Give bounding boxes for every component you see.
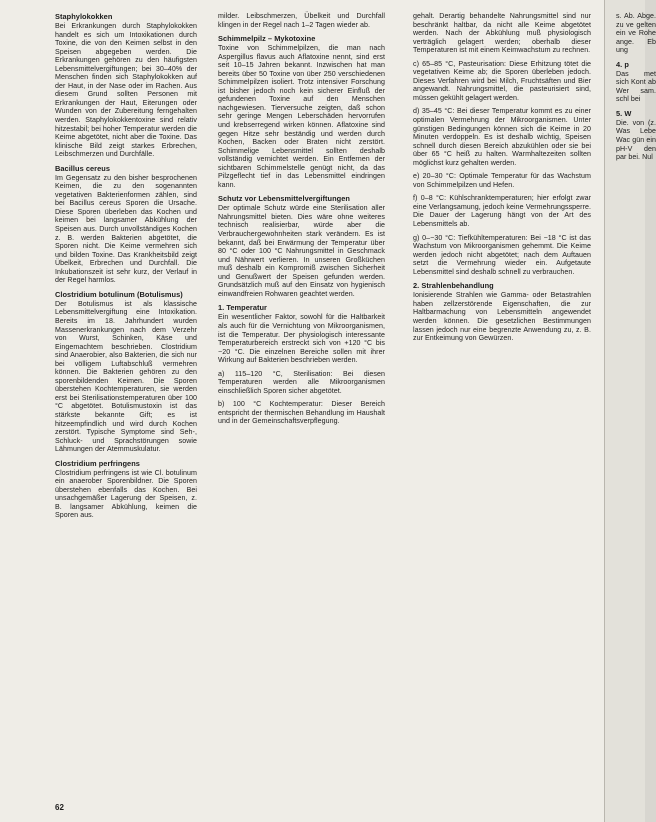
paragraph: Das met sich Kont ab Wer sam. schl bei bbox=[616, 69, 656, 104]
paragraph: d) 35–45 °C: Bei dieser Temperatur kommt es zu einer optimalen Vermehrung der Mikroorganismen. Unter günstigen Bedingungen können sich die Keime in 20 Minuten verdoppeln. Es ist deshalb wichtig, Speisen schnell durch diesen Bereich abzukühlen oder sie bei über 65 °C heiß zu halten. Warmhaltezeiten sollten möglichst kurz gehalten werden. bbox=[413, 107, 591, 167]
paragraph: b) 100 °C Kochtemperatur: Dieser Bereich entspricht der thermischen Behandlung im Haushalt und in der Gemeinschaftsverpflegung. bbox=[218, 400, 385, 426]
section-heading: 5. W bbox=[616, 108, 632, 118]
paragraph: f) 0–8 °C: Kühlschranktemperaturen; hier erfolgt zwar eine Verlangsamung, jedoch keine Vermehrungssperre. Die Dauer der Lagerung hängt von der Art des Lebensmittels ab. bbox=[413, 194, 591, 229]
paragraph: Toxine von Schimmelpilzen, die man nach Aspergillus flavus auch Aflatoxine nennt, sind erst seit 10–15 Jahren bekannt. Inzwischen hat man bereits über 50 Toxine von über 250 verschiedenen Schimmelpilzen isoliert. Trotz intensiver Forschung ist bisher jedoch noch kein sicherer Einfluß der gefundenen Toxine auf den Menschen nachgewiesen. Tierversuche zeigten, daß schon sehr geringe Mengen Leberschäden hervorrufen und krebserregend wirken können. Aflatoxine sind gegen Hitze sehr beständig und werden durch Kochen, Backen oder Braten nicht zerstört. Schimmelige Lebensmittel sollten deshalb vollständig vernichtet werden. Ein Entfernen der sichtbaren Schimmelstelle genügt nicht, da das Pilzgeflecht tief in das Lebensmittel eindringen kann. bbox=[218, 44, 385, 189]
paragraph: Der optimale Schutz würde eine Sterilisation aller Nahrungsmittel bieten. Dies wäre ohne weiteres technisch realisierbar, würde aber die Verbrauchergewohnheiten stark verändern. Es ist bekannt, daß bei Erwärmung der Temperatur über 80 °C oder 100 °C Nahrungsmittel in Geschmack und Nährwert verlieren. In unseren Großküchen muß deshalb ein Kompromiß zwischen Sicherheit und Genußwert der Speisen gefunden werden. Grundsätzlich muß auf den Einsatz von hygienisch einwandfreien Rohwaren geachtet werden. bbox=[218, 204, 385, 298]
section-heading: 4. p bbox=[616, 59, 629, 69]
section-heading: Schutz vor Lebensmittelvergiftungen bbox=[218, 194, 350, 204]
section-heading: 1. Temperatur bbox=[218, 303, 267, 313]
paragraph: Clostridium perfringens ist wie Cl. botulinum ein anaerober Sporenbildner. Die Sporen überstehen ebenfalls das Kochen. Bei unsachgemäßer Lagerung der Speisen, z. B. langsamer Abkühlung, keimen die Sporen aus. bbox=[55, 468, 197, 520]
page-number: 62 bbox=[55, 803, 64, 812]
text-column-1 bbox=[55, 12, 197, 525]
paragraph: Ein wesentlicher Faktor, sowohl für die Haltbarkeit als auch für die Vernichtung von Mikroorganismen, ist die Temperatur. Der physiologisch interessante Temperaturbereich erstreckt sich von +120 °C bis −20 °C. Die einzelnen Bereiche sollen mit ihrer Wirkung auf Bakterien beschrieben werden. bbox=[218, 313, 385, 365]
text-column-3 bbox=[413, 12, 591, 348]
section-heading: 2. Strahlenbehandlung bbox=[413, 281, 494, 291]
paragraph: Bei Erkrankungen durch Staphylokokken handelt es sich um Intoxikationen durch Toxine, die von den Keimen selbst in den Speisen abgegeben werden. Die Erkrankungen gehören zu den häufigsten Lebensmittelvergiftungen; bei 30–40% der Menschen finden sich Staphylokokken auf der Haut, in der Nase oder im Rachen. Aus diesem Grund sollten Personen mit Erkrankungen der Haut, Eiterungen oder Wunden von der Zubereitung ferngehalten werden. Staphylokokkentoxine sind relativ hitzestabil; bei hoher Temperatur werden die Keime abgetötet, nicht aber die Toxine. Das klinische Bild zeigt starkes Erbrechen, Leibschmerzen und Durchfälle. bbox=[55, 22, 197, 159]
text-column-4-cut bbox=[616, 12, 656, 167]
paragraph: s. Ab. Abge. zu ve gelten ein ve Rohe ange. Eb ung bbox=[616, 12, 656, 55]
paragraph: e) 20–30 °C: Optimale Temperatur für das Wachstum von Schimmelpilzen und Hefen. bbox=[413, 172, 591, 189]
section-heading: Bacillus cereus bbox=[55, 163, 110, 173]
section-heading: Clostridium botulinum (Botulismus) bbox=[55, 289, 183, 299]
paragraph: a) 115–120 °C, Sterilisation: Bei diesen Temperaturen werden alle Mikroorganismen einschließlich Sporen sicher abgetötet. bbox=[218, 369, 385, 395]
section-heading: Staphylokokken bbox=[55, 12, 113, 21]
paragraph: milder. Leibschmerzen, Übelkeit und Durchfall klingen in der Regel nach 1–2 Tagen wieder ab. bbox=[218, 12, 385, 29]
paragraph: Im Gegensatz zu den bisher besprochenen Keimen, die zu den sogenannten vegetativen Bakterienformen zählen, sind bei Bacillus cereus Sporen die Ursache. Diese Sporen überleben das Kochen und keimen bei langsamer Abkühlung der Speisen aus. Durch unvollständiges Kochen z. B. werden Bakterien abgetötet, die Sporen nicht. Die Keime vermehren sich und bilden Toxine. Das Krankheitsbild zeigt Übelkeit, Erbrechen und Durchfall. Die Inkubationszeit ist sehr kurz, der Verlauf in der Regel harmlos. bbox=[55, 173, 197, 285]
paragraph: Der Botulismus ist als klassische Lebensmittelvergiftung eine Intoxikation. Bereits im 18. Jahrhundert wurden Massenerkrankungen nach dem Verzehr von Wurst, Schinken, Käse und Eingemachtem beschrieben. Clostridium sind Anaerobier, also Bakterien, die sich nur bei völligem Luftabschluß vermehren können. Die Bakterien gehören zu den sporenbildenden Keimen. Die Sporen überstehen Kochtemperaturen, sie werden erst bei Sterilisationstemperaturen über 100 °C abgetötet. Botulismustoxin ist das stärkste bekannte Gift; es ist hitzeempfindlich und wird durch Kochen zerstört. Typische Symptome sind Seh-, Schluck- und Sprachstörungen sowie Lähmungen der Atemmuskulatur. bbox=[55, 299, 197, 454]
text-column-2 bbox=[218, 12, 385, 431]
paragraph: g) 0–−30 °C: Tiefkühltemperaturen: Bei −18 °C ist das Wachstum von Mikroorganismen gehemmt. Die Keime werden jedoch nicht abgetötet; nach dem Auftauen setzt die Vermehrung wieder ein. Aufgetaute Lebensmittel sind deshalb schnell zu verbrauchen. bbox=[413, 233, 591, 276]
section-heading: Clostridium perfringens bbox=[55, 458, 140, 468]
paragraph: Ionisierende Strahlen wie Gamma- oder Betastrahlen haben zellzerstörende Eigenschaften, die zur Haltbarmachung von Lebensmitteln angewendet werden können. Die gesetzlichen Bestimmungen lassen jedoch nur eine begrenzte Anwendung zu, z. B. zur Entkeimung von Gewürzen. bbox=[413, 291, 591, 343]
paragraph: c) 65–85 °C, Pasteurisation: Diese Erhitzung tötet die vegetativen Keime ab; die Sporen überleben jedoch. Dieses Verfahren wird bei Milch, Fruchtsäften und Bier angewandt. Nahrungsmittel, die pasteurisiert sind, müssen gekühlt gelagert werden. bbox=[413, 59, 591, 102]
section-heading: Schimmelpilz – Mykotoxine bbox=[218, 34, 316, 44]
paragraph: gehalt. Derartig behandelte Nahrungsmittel sind nur beschränkt haltbar, da nicht alle Keime abgetötet werden. Nach der Abkühlung muß physiologisch verträglich gelagert werden; oberhalb dieser Temperaturen ist mit einem Keimwachstum zu rechnen. bbox=[413, 12, 591, 55]
paragraph: Die. von (z. Was Lebe Wac gün ein pH-V den par bei. Nul bbox=[616, 118, 656, 162]
